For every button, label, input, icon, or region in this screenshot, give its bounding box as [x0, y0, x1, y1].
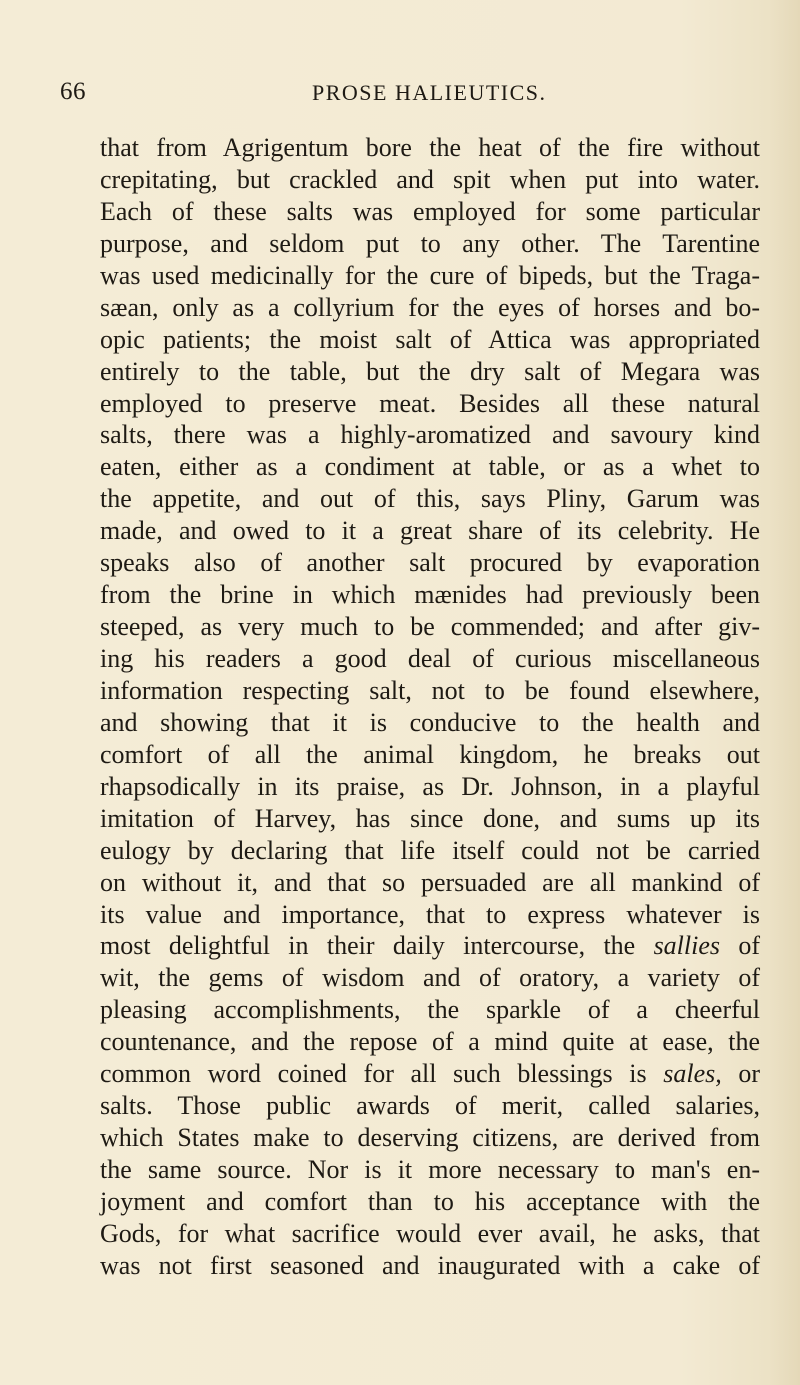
italic-word-sallies: sallies	[653, 931, 721, 961]
text-line: rhapsodically in its praise, as Dr. Johnson, in a playful	[100, 771, 760, 801]
running-head: PROSE HALIEUTICS.	[312, 80, 547, 105]
text-line: was not first seasoned and inaugurated with a cake of	[100, 1250, 760, 1280]
text-line: steeped, as very much to be commended; and after giv-	[100, 612, 760, 642]
text-line: from the brine in which mænides had previously been	[100, 580, 760, 610]
text-line: sæan, only as a collyrium for the eyes of horses and bo-	[100, 292, 760, 322]
text-line: which States make to deserving citizens, are derived from	[100, 1123, 760, 1153]
italic-word-sales: sales,	[663, 1059, 722, 1089]
text-line: salts, there was a highly-aromatized and savoury kind	[100, 420, 760, 450]
text-line	[100, 930, 760, 962]
body-text	[100, 132, 760, 1282]
text-line: the same source. Nor is it more necessary to man's en-	[100, 1155, 760, 1184]
text-line: wit, the gems of wisdom and of oratory, a variety of	[100, 963, 760, 993]
text-line: information respecting salt, not to be found elsewhere,	[100, 675, 760, 705]
text-line: made, and owed to it a great share of its celebrity. He	[100, 516, 760, 546]
text-line: crepitating, but crackled and spit when put into water.	[100, 164, 760, 194]
text-line: salts. Those public awards of merit, called salaries,	[100, 1091, 760, 1121]
text-line: joyment and comfort than to his acceptance with the	[100, 1186, 760, 1216]
text-line: countenance, and the repose of a mind quite at ease, the	[100, 1027, 760, 1057]
text-line: that from Agrigentum bore the heat of the fire without	[100, 133, 760, 162]
text-fragment: common word coined for all such blessings is	[100, 1059, 647, 1089]
text-line: on without it, and that so persuaded are all mankind of	[100, 867, 760, 897]
text-line: opic patients; the moist salt of Attica was appropriated	[100, 324, 760, 354]
text-line: Each of these salts was employed for some particular	[100, 196, 760, 226]
text-line: the appetite, and out of this, says Pliny, Garum was	[100, 484, 760, 514]
page-number: 66	[60, 78, 86, 105]
text-line: and showing that it is conducive to the health and	[100, 707, 760, 737]
text-line: employed to preserve meat. Besides all these natural	[100, 388, 760, 418]
text-line: was used medicinally for the cure of bipeds, but the Traga-	[100, 260, 760, 290]
text-line: imitation of Harvey, has since done, and sums up its	[100, 803, 760, 833]
text-line: eulogy by declaring that life itself could not be carried	[100, 835, 760, 865]
text-line: eaten, either as a condiment at table, or as a whet to	[100, 452, 760, 482]
text-line: speaks also of another salt procured by evaporation	[100, 548, 760, 578]
text-line: its value and importance, that to express whatever is	[100, 899, 760, 929]
text-line: entirely to the table, but the dry salt of Megara was	[100, 356, 760, 386]
text-fragment: most delightful in their daily intercourse, the	[100, 931, 636, 961]
text-fragment: or	[738, 1059, 761, 1089]
text-line: ing his readers a good deal of curious miscellaneous	[100, 644, 760, 673]
text-line: Gods, for what sacrifice would ever avail, he asks, that	[100, 1218, 760, 1248]
text-line: purpose, and seldom put to any other. The Tarentine	[100, 228, 760, 258]
page-header	[60, 78, 750, 108]
text-fragment: of	[738, 931, 761, 961]
text-line: pleasing accomplishments, the sparkle of a cheerful	[100, 995, 760, 1025]
text-line: comfort of all the animal kingdom, he breaks out	[100, 739, 760, 769]
text-line	[100, 1058, 760, 1090]
